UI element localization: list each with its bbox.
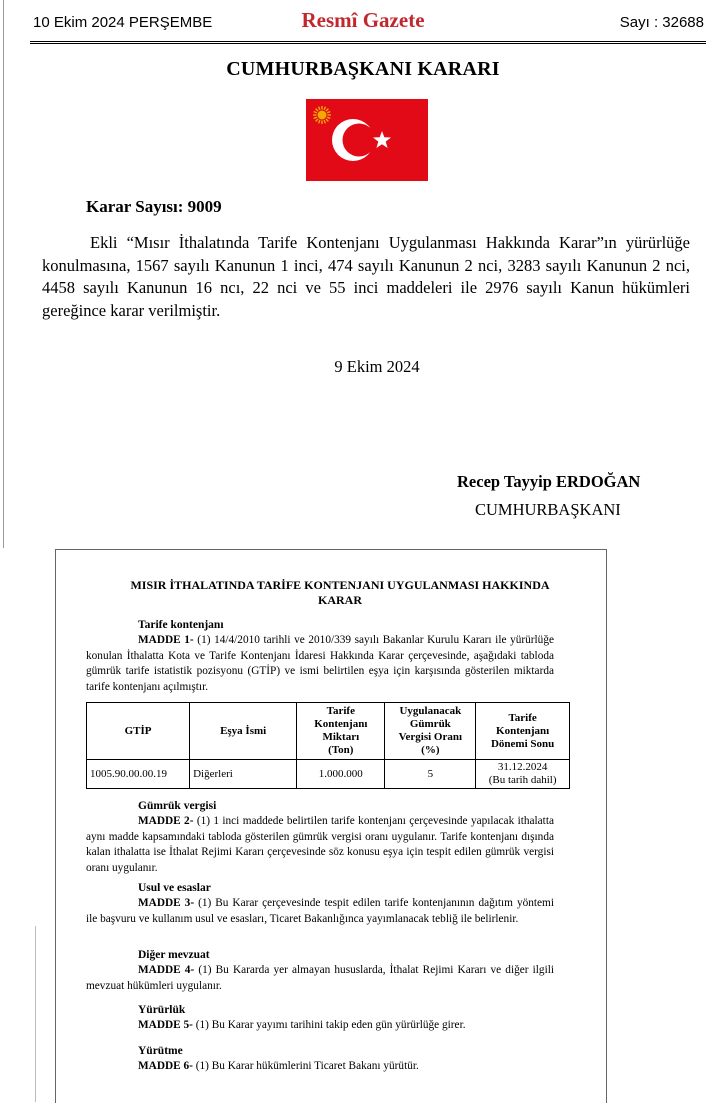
table-header-row: [87, 703, 570, 760]
article-3: [86, 896, 554, 927]
header-gtip: GTİP: [87, 703, 190, 760]
tariff-quota-table: [86, 702, 570, 789]
article-label: MADDE 1-: [138, 634, 194, 646]
cell-quota: 1.000.000: [297, 760, 385, 789]
signer-title: CUMHURBAŞKANI: [475, 500, 621, 519]
decree-intro: Ekli “Mısır İthalatında Tarife Kontenjanı Uygulanması Hakkında Karar”ın yürürlüğe konulmasına, 1567 sayılı Kanunun 1 inci, 474 sayılı Kanunun 2 nci, 3283 sayılı Kanunun 2 nci, 4458 sayılı Kanunun 16 ncı, 22 nci ve 55 inci maddeleri ile 2976 sayılı Kanun hükümleri gereğince karar verilmiştir.: [42, 233, 690, 320]
issue-number: Sayı : 32688: [619, 14, 704, 31]
section-heading: Tarife kontenjanı: [138, 619, 224, 631]
article-4: [86, 963, 554, 994]
cell-item-name: Diğerleri: [190, 760, 297, 789]
article-text: (1) Bu Karar çerçevesinde tespit edilen tarife kontenjanının dağıtım yöntemi ile başvuru ve kullanım usul ve esasları, Ticaret Bakanlığınca yayımlanacak tebliğ ile belirlenir.: [86, 897, 554, 925]
article-text: (1) 1 inci maddede belirtilen tarife kontenjanı çerçevesinde yapılacak ithalatta aynı madde kapsamındaki tabloda gösterilen gümrük vergisi oranı uygulanır. Tarife kontenjanı dışında kalan ithalatta ise İthalat Rejimi Kararı çerçevesinde söz konusu eşya için tespit edilen gümrük vergisi oranı uygulanır.: [86, 815, 554, 874]
gazette-name: Resmî Gazete: [301, 8, 425, 32]
article-label: MADDE 4-: [138, 964, 195, 976]
article-text: (1) 14/4/2010 tarihli ve 2010/339 sayılı Bakanlar Kurulu Kararı ile yürürlüğe konulan İthalatta Kota ve Tarife Kontenjanı İdaresi Hakkında Karar çerçevesinde, aşağıdaki tabloda gümrük tarife istatistik pozisyonu (GTİP) ve ismi belirtilen eşya için karşısında gösterilen miktarda tarife kontenjanı açılmıştır.: [86, 634, 554, 693]
turkish-flag-icon: [306, 99, 428, 181]
article-2: [86, 814, 554, 876]
article-6: [86, 1059, 554, 1075]
cell-rate: 5: [385, 760, 476, 789]
header-period-end: Tarife Kontenjanı Dönemi Sonu: [476, 703, 570, 760]
annex-left-rule: [35, 926, 36, 1102]
annex-title-line1: MISIR İTHALATINDA TARİFE KONTENJANI UYGULANMASI HAKKINDA: [130, 578, 550, 592]
cell-period-end: 31.12.2024 (Bu tarih dahil): [476, 760, 570, 789]
decision-number: Karar Sayısı: 9009: [86, 197, 222, 216]
header-divider: [30, 41, 706, 44]
article-text: (1) Bu Karar hükümlerini Ticaret Bakanı yürütür.: [192, 1060, 419, 1072]
article-label: MADDE 3-: [138, 897, 195, 909]
section-heading: Diğer mevzuat: [138, 949, 210, 961]
header-quota-amount: Tarife Kontenjanı Miktarı (Ton): [297, 703, 385, 760]
section-heading: Usul ve esaslar: [138, 882, 211, 894]
header-item-name: Eşya İsmi: [190, 703, 297, 760]
decree-title: CUMHURBAŞKANI KARARI: [226, 58, 500, 80]
article-5: [86, 1018, 554, 1034]
page-left-rule: [3, 0, 4, 548]
article-1: [86, 633, 554, 695]
article-text: (1) Bu Karar yayımı tarihini takip eden gün yürürlüğe girer.: [192, 1019, 466, 1031]
table-row: [87, 760, 570, 789]
section-heading: Yürürlük: [138, 1004, 186, 1016]
annex-title-line2: KARAR: [318, 593, 362, 607]
decree-date: 9 Ekim 2024: [334, 357, 420, 376]
article-label: MADDE 6-: [138, 1060, 193, 1072]
emblem-sun-icon: [313, 106, 331, 124]
gazette-date: 10 Ekim 2024 PERŞEMBE: [33, 14, 213, 31]
header-duty-rate: Uygulanacak Gümrük Vergisi Oranı (%): [385, 703, 476, 760]
section-heading: Yürütme: [138, 1045, 183, 1057]
signer-name: Recep Tayyip ERDOĞAN: [457, 472, 641, 491]
annex-title: [105, 578, 575, 608]
article-text: (1) Bu Kararda yer almayan hususlarda, İthalat Rejimi Kararı ve diğer ilgili mevzuat hükümleri uygulanır.: [86, 964, 554, 992]
article-label: MADDE 2-: [138, 815, 194, 827]
section-heading: Gümrük vergisi: [138, 800, 217, 812]
cell-gtip: 1005.90.00.00.19: [87, 760, 190, 789]
article-label: MADDE 5-: [138, 1019, 193, 1031]
